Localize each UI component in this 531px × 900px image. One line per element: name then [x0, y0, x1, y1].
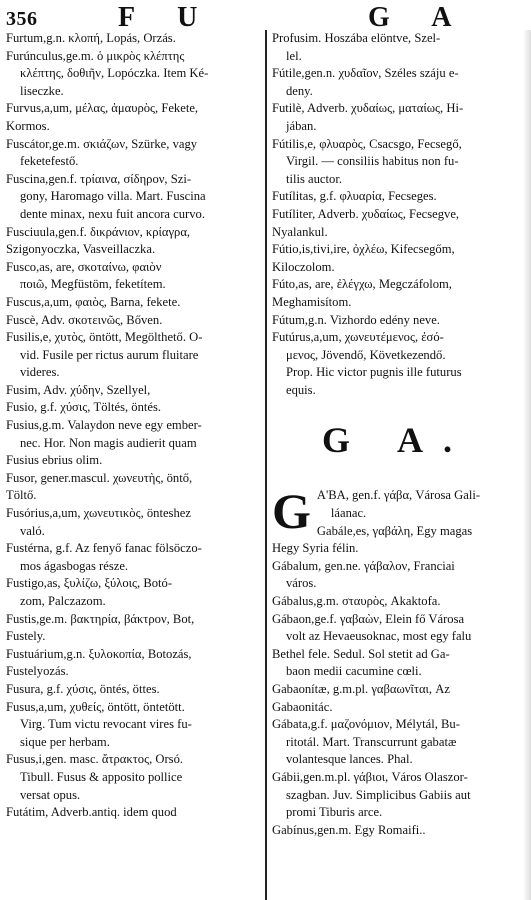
dictionary-line: Nyalankul.	[272, 224, 328, 239]
dictionary-line: láanac.	[330, 506, 367, 521]
dictionary-line: Furvus,a,um, μέλας, ἀμαυρὸς, Fekete,	[6, 101, 199, 116]
dictionary-line: Gabaonitác.	[272, 699, 333, 714]
dictionary-line: volt az Hevaeusoknac, most egy falu	[286, 629, 472, 644]
dictionary-line: Kormos.	[6, 118, 50, 133]
dictionary-line: Fustigo,as, ξυλίζω, ξύλοις, Botó-	[6, 576, 173, 591]
dictionary-line: Szigonyoczka, Vasveillaczka.	[6, 242, 156, 257]
dictionary-line: Virg. Tum victu revocant vires fu-	[20, 717, 192, 732]
dictionary-line: Fusura, g.f. χύσις, öntés, öttes.	[6, 681, 160, 696]
right-column-entries-ga	[272, 483, 522, 839]
dictionary-line: Fuscina,gen.f. τρίαινα, σίδηρον, Szi-	[6, 171, 192, 186]
dictionary-line: való.	[20, 523, 45, 538]
dictionary-line: Futúrus,a,um, χωνευτέμενος, ἐσό-	[272, 330, 444, 345]
dictionary-line: tilis auctor.	[286, 171, 342, 186]
dictionary-line: Gabaonítæ, g.m.pl. γαβαωνῖται, Az	[272, 682, 450, 696]
dictionary-line: Gabínus,gen.m. Egy Romaifi..	[272, 822, 426, 837]
dictionary-line: Fusus,a,um, χυθείς, öntött, öntetött.	[6, 699, 185, 714]
dictionary-line: Fútile,gen.n. χυδαῖον, Széles száju e-	[272, 66, 459, 81]
dictionary-line: Fuscè, Adv. σκοτεινῶς, Bőven.	[6, 312, 163, 327]
dictionary-line: Gábalus,g.m. σταυρὸς, Akaktofa.	[272, 594, 441, 609]
dictionary-line: Gábata,g.f. μαζονόμιον, Mélytál, Bu-	[272, 717, 460, 732]
dictionary-line: Fustérna, g.f. Az fenyő fanac fölsöczo-	[6, 541, 202, 556]
dictionary-line: Bethel fele. Sedul. Sol stetit ad Ga-	[272, 646, 450, 661]
dictionary-line: szagban. Juv. Simplicibus Gabiis aut	[286, 787, 471, 802]
dictionary-line: város.	[286, 576, 317, 591]
dictionary-line: baon medii cacumine cœli.	[286, 664, 422, 679]
dictionary-line: Fustis,ge.m. βακτηρία, βάκτρον, Bot,	[6, 611, 195, 626]
dictionary-line: Futíliter, Adverb. χυδαίως, Fecsegve,	[272, 206, 460, 221]
dictionary-line: Fuscus,a,um, φαιὸς, Barna, fekete.	[6, 294, 181, 309]
dictionary-line: Fusor, gener.mascul. χωνευτὴς, öntő,	[6, 470, 193, 485]
dictionary-line: Gábaon,ge.f. γαβαὼν, Elein fő Városa	[272, 611, 465, 626]
dictionary-line: nec. Hor. Non magis audierit quam	[20, 435, 197, 450]
dictionary-line: Kiloczolom.	[272, 259, 335, 274]
dictionary-line: volantesque lances. Phal.	[286, 752, 413, 767]
dictionary-line: Virgil. — consiliis habitus non fu-	[286, 154, 459, 169]
dictionary-line: Fútilis,e, φλυαρὸς, Csacsgo, Fecsegő,	[272, 136, 462, 151]
running-header-left: F U	[118, 2, 216, 33]
dictionary-line: Fusciuula,gen.f. δικράνιον, κρίαγρα,	[6, 224, 191, 239]
dictionary-line: Futílitas, g.f. φλυαρία, Fecseges.	[272, 189, 437, 204]
dictionary-line: Prop. Hic victor pugnis ille futurus	[286, 365, 462, 380]
right-column-entries-fu	[272, 30, 522, 399]
right-column	[272, 30, 522, 900]
dictionary-line: sique per herbam.	[20, 734, 110, 749]
dictionary-line: gony, Haromago villa. Mart. Fuscina	[20, 189, 206, 204]
dictionary-line: Furtum,g.n. κλοπή, Lopás, Orzás.	[6, 31, 176, 45]
dictionary-line: equis.	[286, 382, 316, 397]
dictionary-line: mos ágasbogas része.	[20, 558, 129, 573]
dictionary-line: Meghamisítom.	[272, 294, 352, 309]
dictionary-line: Gábii,gen.m.pl. γάβιοι, Város Olaszor-	[272, 769, 468, 784]
dictionary-line: dente minax, nexu fuit ancora curvo.	[20, 206, 205, 221]
dictionary-line: versat opus.	[20, 787, 81, 802]
dictionary-line: Fusórius,a,um, χωνευτικὸς, önteshez	[6, 506, 191, 521]
dictionary-line: zom, Palczazom.	[20, 594, 106, 608]
dictionary-line: Fustuárium,g.n. ξυλοκοπία, Botozás,	[6, 646, 192, 661]
dictionary-line: A'BA, gen.f. γάβα, Városa Gali-	[316, 488, 481, 503]
page-edge	[523, 30, 531, 900]
dictionary-line: Fustelyozás.	[6, 664, 69, 679]
dictionary-line: jában.	[286, 118, 317, 133]
dictionary-line: Gabále,es, γαβάλη, Egy magas	[316, 523, 473, 538]
dictionary-line: Hegy Syria félin.	[272, 541, 359, 556]
dictionary-line: promi Tiburis arce.	[286, 805, 383, 820]
dictionary-line: vid. Fusile per rictus aurum fluitare	[20, 347, 199, 362]
dictionary-line: Profusim. Hoszába elöntve, Szel-	[272, 31, 441, 45]
dictionary-line: ποιῶ, Megfüstöm, feketítem.	[20, 277, 166, 292]
dictionary-line: Fútum,g.n. Vizhordo edény neve.	[272, 312, 440, 327]
running-header-right: G A	[368, 2, 470, 33]
section-heading: G A.	[321, 420, 472, 461]
dictionary-line: Fusilis,e, χυτὸς, öntött, Megölthető. O-	[6, 330, 203, 345]
dictionary-line: Tibull. Fusus & apposito pollice	[20, 769, 183, 784]
dictionary-line: κλέπτης, δοθιῆν, Lopóczka. Item Ké-	[20, 66, 209, 81]
dictionary-line: liseczke.	[20, 83, 64, 98]
left-column	[6, 30, 260, 900]
dictionary-line: Fusim, Adv. χύδην, Szellyel,	[6, 382, 151, 397]
dictionary-line: deny.	[286, 83, 313, 98]
column-divider	[265, 30, 267, 900]
dictionary-line: Gábalum, gen.ne. γάβαλον, Franciai	[272, 558, 455, 573]
dictionary-line: Futátim, Adverb.antiq. idem quod	[6, 805, 177, 820]
dictionary-line: Fuscátor,ge.m. σκιάζων, Szürke, vagy	[6, 136, 198, 151]
dictionary-line: lel.	[286, 48, 302, 63]
dictionary-line: Futilè, Adverb. χυδαίως, ματαίως, Hi-	[272, 101, 464, 116]
dictionary-line: ritotál. Mart. Transcurrunt gabatæ	[286, 734, 457, 749]
dictionary-line: Fusio, g.f. χύσις, Töltés, öntés.	[6, 400, 162, 415]
drop-cap: G	[272, 483, 311, 540]
dictionary-line: Fusco,as, are, σκοταίνω, φαιὸν	[6, 259, 162, 274]
dictionary-line: Fútio,is,tivi,ire, ὀχλέω, Kifecsegőm,	[272, 242, 455, 257]
dictionary-line: Fusius,g.m. Valaydon neve egy ember-	[6, 418, 202, 433]
dictionary-line: feketefestő.	[20, 154, 79, 169]
dictionary-line: Fusus,i,gen. masc. ἄτρακτος, Orsó.	[6, 752, 184, 767]
dictionary-line: Fusius ebrius olim.	[6, 453, 103, 468]
dictionary-line: Fustely.	[6, 629, 46, 644]
dictionary-line: Töltő.	[6, 488, 37, 503]
dictionary-line: videres.	[20, 365, 60, 380]
dictionary-line: Furúnculus,ge.m. ὁ μικρὸς κλέπτης	[6, 48, 185, 63]
dictionary-line: Fúto,as, are, ἐλέγχω, Megczáfolom,	[272, 277, 452, 292]
page-number: 356	[6, 8, 38, 30]
dictionary-line: μενος, Jövendő, Következendő.	[286, 347, 446, 362]
